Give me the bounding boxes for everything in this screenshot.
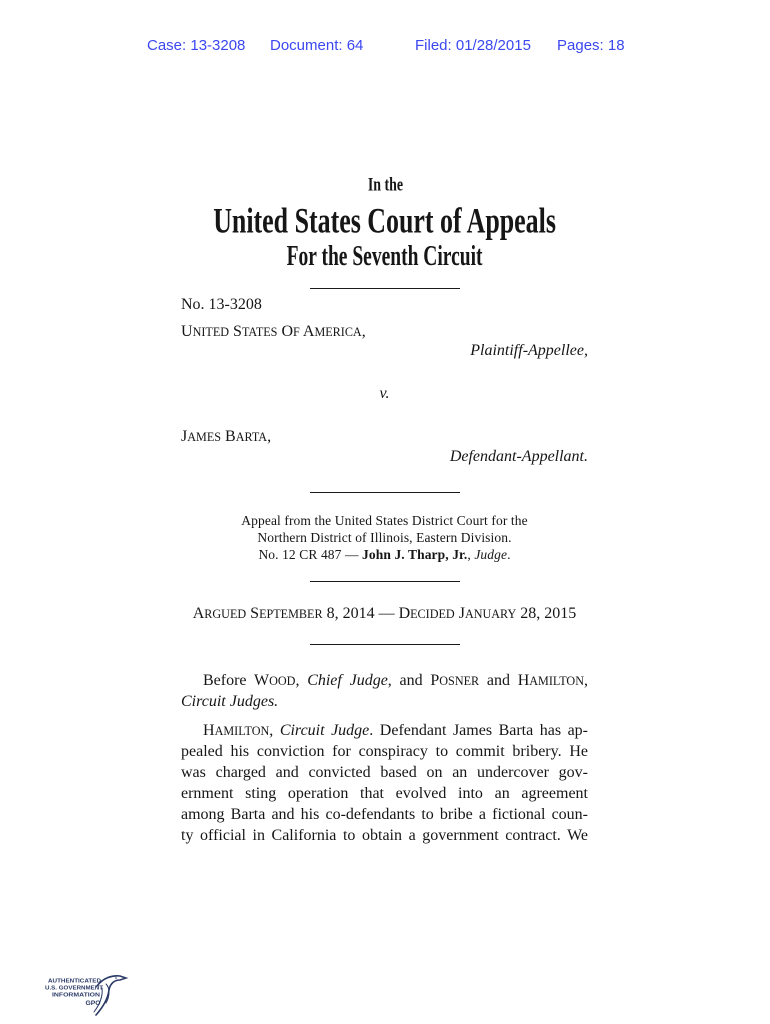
plaintiff-name: UNITED STATES OF AMERICA, — [181, 323, 366, 340]
opinion-text: . Defendant James Barta has ap- — [369, 722, 589, 739]
judge-role: Chief Judge — [307, 672, 388, 689]
court-title — [0, 199, 770, 241]
opinion-line: was charged and convicted based on an undercover gov- — [181, 764, 588, 781]
period: . — [507, 547, 511, 562]
caption-in-the — [0, 175, 770, 195]
logo-text: INFORMATION — [52, 992, 100, 999]
small-caps-text: AMILTON — [529, 674, 584, 688]
small-caps-text: RGUED — [204, 607, 247, 621]
small-caps-text: OOD — [269, 674, 296, 688]
court-title-text: United States Court of Appeals — [213, 199, 557, 241]
small-caps-text: ECIDED — [410, 607, 455, 621]
appeal-info — [181, 512, 588, 563]
opinion-paragraph — [181, 720, 588, 846]
panel-line: Circuit Judges. — [181, 693, 279, 710]
panel-text: , — [295, 672, 308, 689]
argued-decided-dates: ARGUED SEPTEMBER 8, 2014 — DECIDED JANUARY 28, 2015 — [192, 605, 577, 622]
small-caps-text: AMES — [187, 430, 222, 444]
gpo-authentication-logo — [40, 970, 130, 1020]
separator: , — [467, 547, 475, 562]
small-caps-text: NITED — [192, 325, 230, 339]
divider-rule — [310, 644, 460, 645]
circuit-title-text: For the Seventh Circuit — [287, 241, 483, 272]
opinion-author: HAMILTON — [203, 722, 270, 739]
small-caps-text: MERICA — [314, 325, 362, 339]
opinion-line — [203, 720, 588, 741]
small-caps-text: OSNER — [439, 674, 480, 688]
judge-name: WOOD — [253, 672, 296, 689]
header-case-number: Case: 13-3208 — [147, 37, 246, 54]
appeal-line: Appeal from the United States District Court for the — [241, 513, 528, 528]
eagle-eye — [115, 977, 117, 979]
panel-line — [203, 670, 588, 691]
docket-number: No. 12 CR 487 — — [258, 547, 363, 562]
plaintiff-role: Plaintiff-Appellee, — [470, 342, 588, 359]
defendant-name: JAMES BARTA, — [181, 428, 272, 445]
opinion-line: ty official in California to obtain a government contract. We — [181, 827, 588, 844]
small-caps-text: AMILTON — [214, 724, 270, 738]
small-caps-text: EPTEMBER — [259, 607, 323, 621]
judge-title: Judge — [474, 547, 508, 562]
case-number: No. 13-3208 — [181, 296, 262, 313]
district-judge-name: John J. Tharp, Jr. — [362, 547, 468, 562]
header-document-number: Document: 64 — [270, 37, 364, 54]
logo-text: GPO — [85, 1000, 101, 1007]
panel-text: , — [584, 672, 588, 689]
appeal-line: Northern District of Illinois, Eastern Division. — [257, 530, 512, 545]
circuit-title — [0, 242, 770, 272]
opinion-text: , — [269, 722, 280, 739]
header-page-count: Pages: 18 — [557, 37, 625, 54]
panel-text: , and — [387, 672, 431, 689]
defendant-role: Defendant-Appellant. — [449, 448, 588, 465]
divider-rule — [310, 492, 460, 493]
opinion-author-title: Circuit Judge — [279, 722, 370, 739]
eagle-head-outline — [96, 976, 126, 1015]
panel-text: Before — [203, 672, 254, 689]
logo-text: U.S. GOVERNMENT — [45, 985, 104, 992]
versus-label: v. — [379, 385, 390, 402]
header-filed-date: Filed: 01/28/2015 — [415, 37, 531, 54]
small-caps-text: TATES — [241, 325, 278, 339]
small-caps-text: ANUARY — [464, 607, 517, 621]
opinion-line: ernment sting operation that evolved into an agreement — [181, 785, 588, 802]
small-caps-text: ARTA — [235, 430, 268, 444]
opinion-line: pealed his conviction for conspiracy to commit bribery. He — [181, 743, 588, 760]
panel-judges — [181, 670, 588, 712]
divider-rule — [310, 288, 460, 289]
caption-in-the-text: In the — [367, 174, 403, 195]
judge-name: HAMILTON — [517, 672, 584, 689]
divider-rule — [310, 581, 460, 582]
small-caps-text: F — [293, 325, 300, 339]
opinion-line: among Barta and his co-defendants to bribe a fictional coun- — [181, 806, 588, 823]
judge-name: POSNER — [430, 672, 480, 689]
panel-text: and — [479, 672, 518, 689]
logo-text: AUTHENTICATED — [48, 978, 101, 985]
appeal-docket-line — [181, 546, 588, 563]
